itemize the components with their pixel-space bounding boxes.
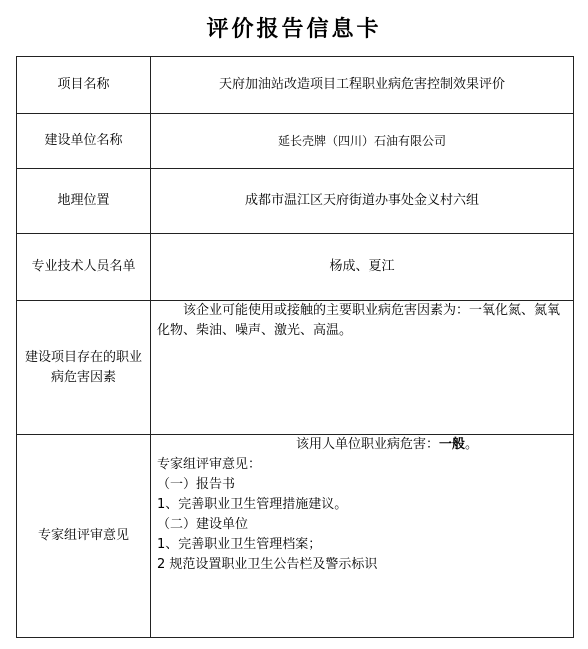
table-row-technicians bbox=[17, 234, 574, 301]
table-row-construction-unit bbox=[17, 114, 574, 169]
summary-suffix: 。 bbox=[465, 437, 479, 452]
expert-opinion-label: 专家组评审意见 bbox=[17, 435, 151, 638]
construction-unit-label: 建设单位名称 bbox=[17, 114, 151, 169]
location-label: 地理位置 bbox=[17, 169, 151, 234]
opinion-line: 1、完善职业卫生管理档案； bbox=[157, 537, 322, 552]
project-name-value: 天府加油站改造项目工程职业病危害控制效果评价 bbox=[151, 57, 574, 114]
technicians-label: 专业技术人员名单 bbox=[17, 234, 151, 301]
project-name-label: 项目名称 bbox=[17, 57, 151, 114]
summary-prefix: 该用人单位职业病危害： bbox=[295, 437, 439, 452]
table-row-project-name bbox=[17, 57, 574, 114]
page-title: 评价报告信息卡 bbox=[206, 17, 382, 42]
opinion-line: （一）报告书 bbox=[157, 477, 236, 492]
location-value: 成都市温江区天府街道办事处金义村六组 bbox=[151, 169, 574, 234]
table-row-location bbox=[17, 169, 574, 234]
opinion-line: （二）建设单位 bbox=[157, 517, 249, 532]
opinion-line: 2 规范设置职业卫生公告栏及警示标识 bbox=[157, 557, 378, 572]
hazard-level-summary bbox=[157, 435, 567, 455]
hazards-value-cell bbox=[151, 301, 574, 435]
technicians-value: 杨成、夏江 bbox=[151, 234, 574, 301]
expert-opinion-cell bbox=[151, 435, 574, 638]
construction-unit-value: 延长壳牌（四川）石油有限公司 bbox=[151, 114, 574, 169]
info-card-table bbox=[16, 56, 574, 638]
hazards-value: 该企业可能使用或接触的主要职业病危害因素为：一氧化氮、氮氧化物、柴油、噪声、激光、高温。 bbox=[157, 303, 561, 338]
table-row-expert-opinion bbox=[17, 435, 574, 638]
hazard-level-value: 一般 bbox=[438, 437, 465, 452]
opinion-line: 专家组评审意见： bbox=[157, 457, 262, 472]
opinion-line: 1、完善职业卫生管理措施建议。 bbox=[157, 497, 348, 512]
hazards-label: 建设项目存在的职业病危害因素 bbox=[17, 301, 151, 435]
table-row-hazards bbox=[17, 301, 574, 435]
